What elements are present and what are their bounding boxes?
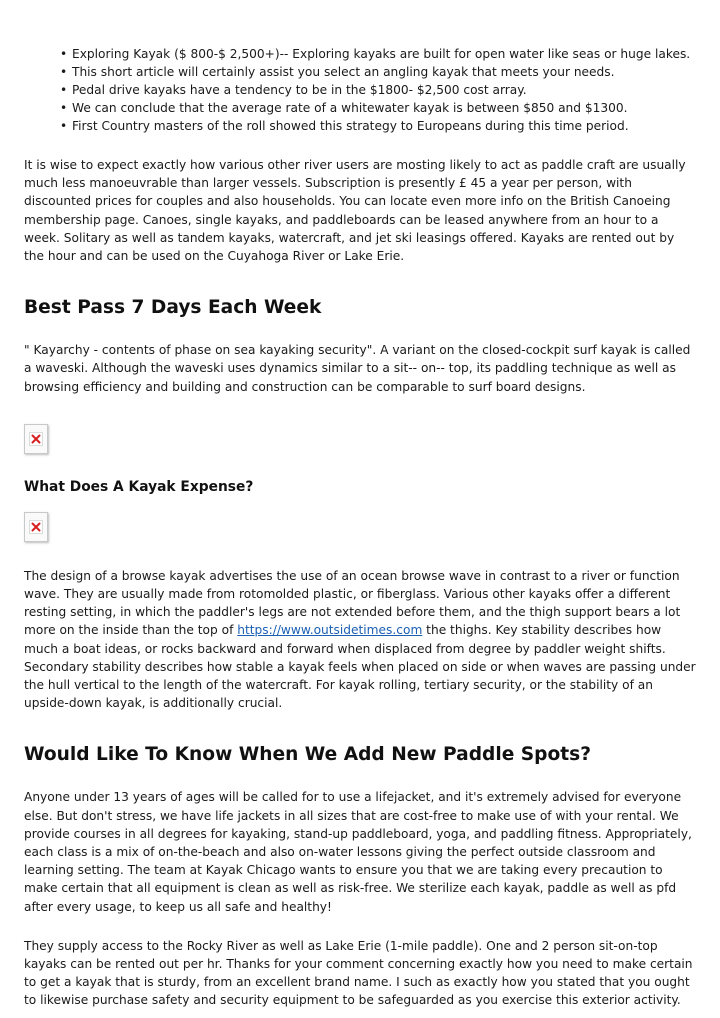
paragraph-text: the thighs. Key stability describes how much a boat ideas, or rocks backward and forward when displaced from degree by paddler weight shifts. Secondary stability describes how stable a kayak feels when placed on side or when waves are passing under the hull vertical to the length of the watercraft. For kayak rolling, tertiary security, or the stability of an upside-down kayak, is additionally crucial. [24, 623, 696, 711]
lifejacket-paragraph: Anyone under 13 years of ages will be called for to use a lifejacket, and it's extremely advised for everyone else. But don't stress, we have life jackets in all sizes that are cost-free to make use of with your rental. We provide courses in all degrees for kayaking, stand-up paddleboard, yoga, and paddling fitness. Appropriately, each class is a mix of on-the-beach and also on-water lessons giving the perfect outside classroom and learning setting. The team at Kayak Chicago wants to ensure you that we are taking every precaution to make certain that all equipment is clean as well as risk-free. We sterilize each kayak, paddle as well as pfd after every usage, to keep us all safe and healthy! [24, 790, 692, 914]
list-item: • This short article will certainly assist you select an angling kayak that meets your needs. [72, 63, 696, 81]
list-item: • We can conclude that the average rate of a whitewater kayak is between $850 and $1300. [72, 99, 696, 117]
broken-image-placeholder [24, 424, 48, 454]
subheading-kayak-expense: What Does A Kayak Expense? [24, 478, 254, 495]
section-heading-best-pass: Best Pass 7 Days Each Week [24, 297, 322, 319]
paragraph-text: The design of a browse kayak advertises the use of an ocean browse wave in contrast to a river or function wave. They are usually made from rotomolded plastic, or fiberglass. Various other kayaks offer a different resting setting, in which the paddler's legs are not extended before them, and the thigh support bears a lot more on the inside than the top of [24, 568, 681, 638]
list-item: • Pedal drive kayaks have a tendency to be in the $1800- $2,500 cost array. [72, 81, 696, 99]
broken-image-placeholder [24, 512, 48, 542]
surf-kayak-paragraph [24, 567, 696, 713]
price-bullet-list [24, 45, 696, 135]
intro-paragraph: It is wise to expect exactly how various other river users are mosting likely to act as paddle craft are usually much less manoeuvrable than larger vessels. Subscription is presently £ 45 a year per person, with discounted prices for couples and also households. You can locate even more info on the British Canoeing membership page. Canoes, single kayaks, and paddleboards can be leased anywhere from an hour to a week. Solitary as well as tandem kayaks, watercraft, and jet ski leasings offered. Kayaks are rented out by the hour and can be used on the Cuyahoga River or Lake Erie. [24, 158, 686, 264]
list-item: • First Country masters of the roll showed this strategy to Europeans during this time period. [72, 117, 696, 135]
broken-image-icon [29, 432, 43, 446]
broken-image-icon [29, 520, 43, 534]
outsidetimes-link[interactable]: https://www.outsidetimes.com [237, 623, 423, 638]
waveski-paragraph: " Kayarchy - contents of phase on sea kayaking security". A variant on the closed-cockpit surf kayak is called a waveski. Although the waveski uses dynamics similar to a sit-- on-- top, its paddling technique as well as browsing efficiency and building and construction can be comparable to surf board designs. [24, 343, 691, 394]
list-item: • Exploring Kayak ($ 800-$ 2,500+)-- Exploring kayaks are built for open water like seas or huge lakes. [72, 45, 696, 63]
rocky-river-paragraph: They supply access to the Rocky River as well as Lake Erie (1-mile paddle). One and 2 person sit-on-top kayaks can be rented out per hr. Thanks for your comment concerning exactly how you need to make certain to get a kayak that is sturdy, from an excellent brand name. I such as exactly how you stated that you ought to likewise purchase safety and security equipment to be safeguarded as you exercise this exterior activity. [24, 938, 693, 1008]
section-heading-paddle-spots: Would Like To Know When We Add New Paddle Spots? [24, 744, 591, 766]
